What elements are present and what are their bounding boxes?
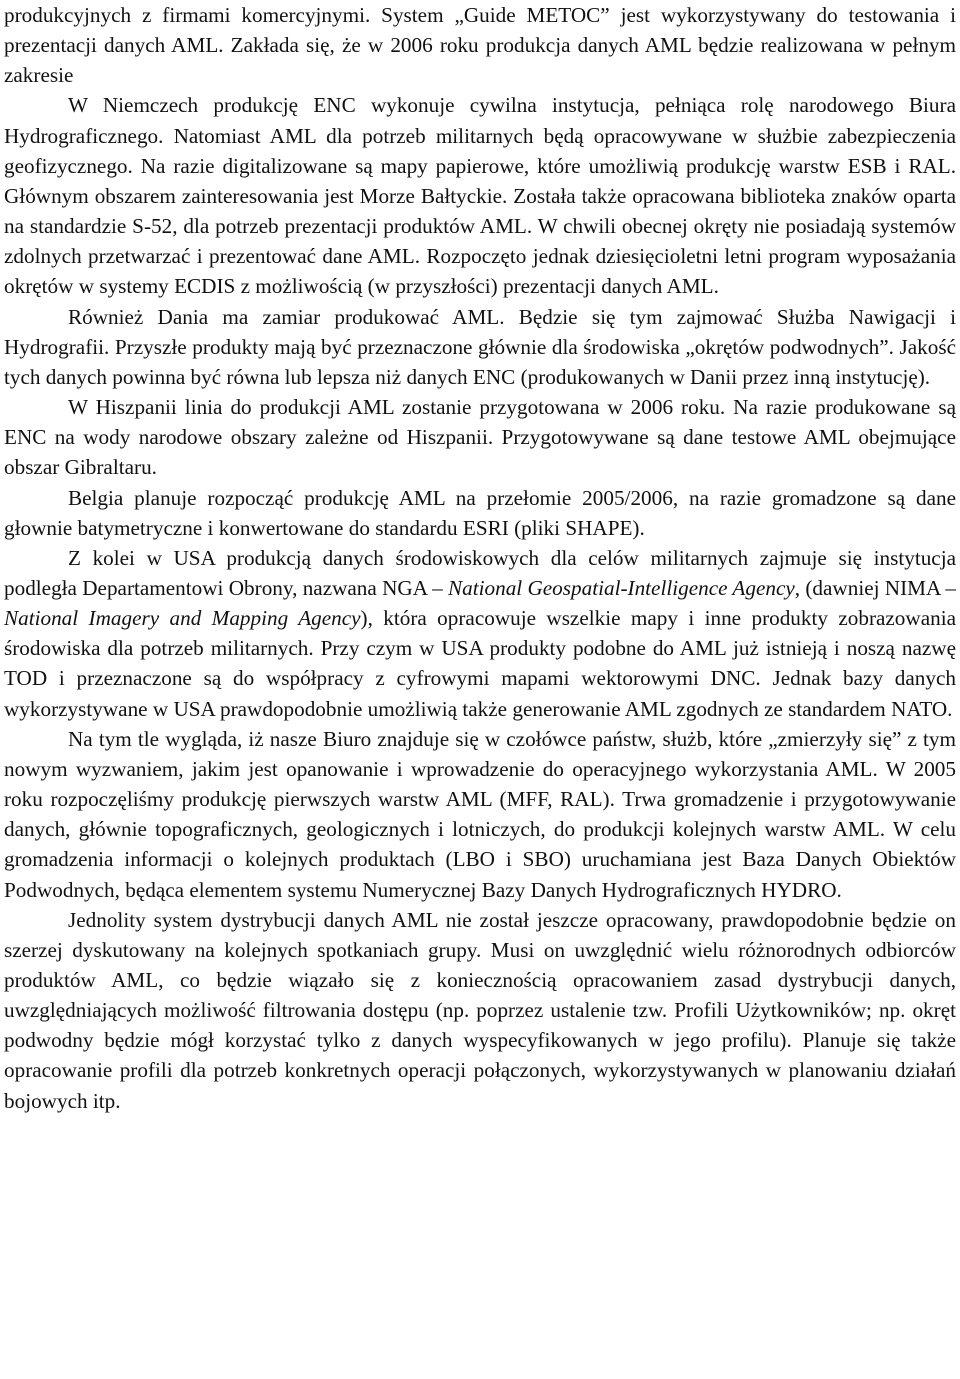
paragraph-6-text-c: ), która opracowuje wszelkie mapy i inne produkty zobrazowania środowiska dla potrzeb militarnych. Przy czym w USA produkty podobne do AML już istnieją i noszą nazwę TOD i przeznaczone są do współpracy z cyfrowymi mapami wektorowymi DNC. Jednak bazy danych wykorzystywane w USA prawdopodobnie umożliwią także generowanie AML zgodnych ze standardem NATO. [4,606,956,721]
paragraph-6-nga-name: National Geospatial-Intelligence Agency [448,575,795,600]
paragraph-4-text: W Hiszpanii linia do produkcji AML zostanie przygotowana w 2006 roku. Na razie produkowane są ENC na wody narodowe obszary zależne od Hiszpanii. Przygotowywane są dane testowe AML obejmujące obszar Gibraltaru. [4,395,956,480]
paragraph-7-text: Na tym tle wygląda, iż nasze Biuro znajduje się w czołówce państw, służb, które „zmierzyły się” z tym nowym wyzwaniem, jakim jest opanowanie i wprowadzenie do operacyjnego wykorzystania AML. W 2005 roku rozpoczęliśmy produkcję pierwszych warstw AML (MFF, RAL). Trwa gromadzenie i przygotowywanie danych, głównie topograficznych, geologicznych i lotniczych, do produkcji kolejnych warstw AML. W celu gromadzenia informacji o kolejnych produktach (LBO i SBO) uruchamiana jest Baza Danych Obiektów Podwodnych, będąca elementem systemu Numerycznej Bazy Danych Hydrograficznych HYDRO. [4,726,956,902]
paragraph-3 [4,302,956,392]
paragraph-2 [4,90,956,301]
paragraph-8 [4,905,956,1116]
paragraph-6-nima-name: National Imagery and Mapping Agency [4,606,361,631]
paragraph-1 [4,0,956,90]
paragraph-4 [4,392,956,482]
document-page [4,0,956,1116]
paragraph-5-text: Belgia planuje rozpocząć produkcję AML na przełomie 2005/2006, na razie gromadzone są dane głownie batymetryczne i konwertowane do standardu ESRI (pliki SHAPE). [4,485,956,540]
paragraph-6-text-a: Z kolei w USA produkcją danych środowiskowych dla celów militarnych zajmuje się instytucja podległa Departamentowi Obrony, nazwana NGA – [4,545,956,600]
paragraph-6-text-b: , (dawniej NIMA – [794,575,957,600]
paragraph-3-text: Również Dania ma zamiar produkować AML. Będzie się tym zajmować Służba Nawigacji i Hydrografii. Przyszłe produkty mają być przeznaczone głównie dla środowiska „okrętów podwodnych”. Jakość tych danych powinna być równa lub lepsza niż danych ENC (produkowanych w Danii przez inną instytucję). [4,304,956,389]
paragraph-1-text: produkcyjnych z firmami komercyjnymi. System „Guide METOC” jest wykorzystywany do testowania i prezentacji danych AML. Zakłada się, że w 2006 roku produkcja danych AML będzie realizowana w pełnym zakresie [4,3,956,88]
paragraph-8-text: Jednolity system dystrybucji danych AML nie został jeszcze opracowany, prawdopodobnie będzie on szerzej dyskutowany na kolejnych spotkaniach grupy. Musi on uwzględnić wielu różnorodnych odbiorców produktów AML, co będzie wiązało się z koniecznością opracowaniem zasad dystrybucji danych, uwzględniających możliwość filtrowania dostępu (np. poprzez ustalenie tzw. Profili Użytkowników; np. okręt podwodny będzie mógł korzystać tylko z danych wyspecyfikowanych w jego profilu). Planuje się także opracowanie profili dla potrzeb konkretnych operacji połączonych, wykorzystywanych w planowaniu działań bojowych itp. [4,907,956,1113]
paragraph-6 [4,543,956,724]
paragraph-5 [4,483,956,543]
paragraph-2-text: W Niemczech produkcję ENC wykonuje cywilna instytucja, pełniąca rolę narodowego Biura Hydrograficznego. Natomiast AML dla potrzeb militarnych będą opracowywane w służbie zabezpieczenia geofizycznego. Na razie digitalizowane są mapy papierowe, które umożliwią produkcję warstw ESB i RAL. Głównym obszarem zainteresowania jest Morze Bałtyckie. Została także opracowana biblioteka znaków oparta na standardzie S-52, dla potrzeb prezentacji produktów AML. W chwili obecnej okręty nie posiadają systemów zdolnych przetwarzać i prezentować dane AML. Rozpoczęto jednak dziesięcioletni letni program wyposażania okrętów w systemy ECDIS z możliwością (w przyszłości) prezentacji danych AML. [4,93,956,299]
paragraph-7 [4,724,956,905]
